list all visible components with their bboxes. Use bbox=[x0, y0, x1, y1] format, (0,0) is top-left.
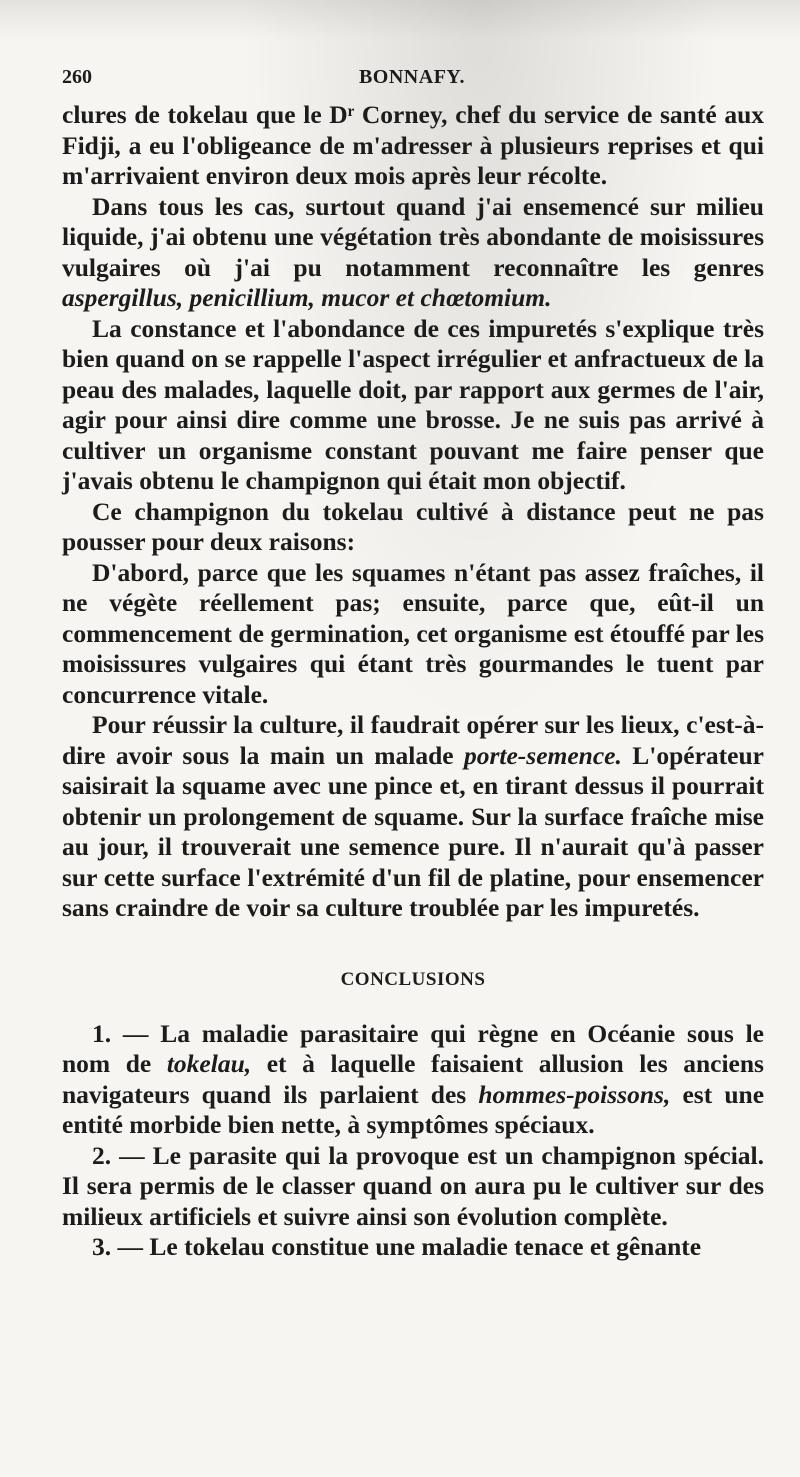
paragraph-2-text: Dans tous les cas, surtout quand j'ai ensemencé sur milieu liquide, j'ai obtenu une végétation très abondante de moisissures vulgaires où j'ai pu notamment reconnaître les genres bbox=[62, 191, 764, 282]
conclusion-1-rest: est une entité morbide bien nette, à symptômes spéciaux. bbox=[62, 1079, 765, 1139]
conclusion-1-italic-1: tokelau, bbox=[166, 1049, 252, 1078]
conclusion-1-text: 1. — La maladie parasitaire qui règne en Océanie sous le nom de bbox=[62, 1018, 764, 1078]
body-text bbox=[62, 100, 764, 1263]
running-head: BONNAFY. bbox=[358, 66, 466, 88]
paragraph-4: Ce champignon du tokelau cultivé à distance peut ne pas pousser pour deux raisons: bbox=[62, 496, 764, 556]
paragraph-2 bbox=[62, 192, 764, 314]
paragraph-2-genera: aspergillus, penicillium, mucor et chœtomium. bbox=[62, 283, 552, 312]
page-number: 260 bbox=[62, 66, 92, 88]
paragraph-6-rest: L'opérateur saisirait la squame avec une pince et, en tirant dessus il pourrait obtenir un prolongement de squame. Sur la surface fraîche mise au jour, il trouverait une semence pure. Il n'aurait qu'à passer sur cette surface l'extrémité d'un fil de platine, pour ensemencer sans craindre de voir sa culture troublée par les impuretés. bbox=[62, 740, 764, 922]
paragraph-5: D'abord, parce que les squames n'étant pas assez fraîches, il ne végète réellement pas; ensuite, parce que, eût-il un commencement de germination, cet organisme est étouffé par les moisissures vulgaires qui étant très gourmandes le tuent par concurrence vitale. bbox=[62, 557, 764, 709]
paragraph-6 bbox=[62, 710, 764, 924]
page-header bbox=[62, 66, 762, 92]
conclusion-1 bbox=[62, 1019, 764, 1141]
conclusion-1-mid: et à laquelle faisaient allusion les anciens navigateurs quand ils parlaient des bbox=[62, 1049, 764, 1109]
conclusion-1-italic-2: hommes-poissons, bbox=[478, 1079, 671, 1109]
paragraph-6-italic: porte-semence. bbox=[463, 740, 622, 770]
scan-shadow bbox=[0, 0, 800, 40]
paragraph-6-text: Pour réussir la culture, il faudrait opérer sur les lieux, c'est-à-dire avoir sous la main un malade bbox=[62, 710, 764, 770]
conclusion-3: 3. — Le tokelau constitue une maladie tenace et gênante bbox=[92, 1232, 702, 1261]
paragraph-1: clures de tokelau que le Dʳ Corney, chef du service de santé aux Fidji, a eu l'obligeance de m'adresser à plusieurs reprises et qui m'arrivaient environ deux mois après leur récolte. bbox=[62, 100, 764, 190]
section-title: CONCLUSIONS bbox=[340, 968, 486, 990]
conclusion-2: 2. — Le parasite qui la provoque est un champignon spécial. Il sera permis de le classer quand on aura pu le cultiver sur des milieux artificiels et suivre ainsi son évolution complète. bbox=[62, 1140, 764, 1231]
paragraph-3: La constance et l'abondance de ces impuretés s'explique très bien quand on se rappelle l'aspect irrégulier et anfractueux de la peau des malades, laquelle doit, par rapport aux germes de l'air, agir pour ainsi dire comme une brosse. Je ne suis pas arrivé à cultiver un organisme constant pouvant me faire penser que j'avais obtenu le champignon qui était mon objectif. bbox=[62, 313, 764, 495]
